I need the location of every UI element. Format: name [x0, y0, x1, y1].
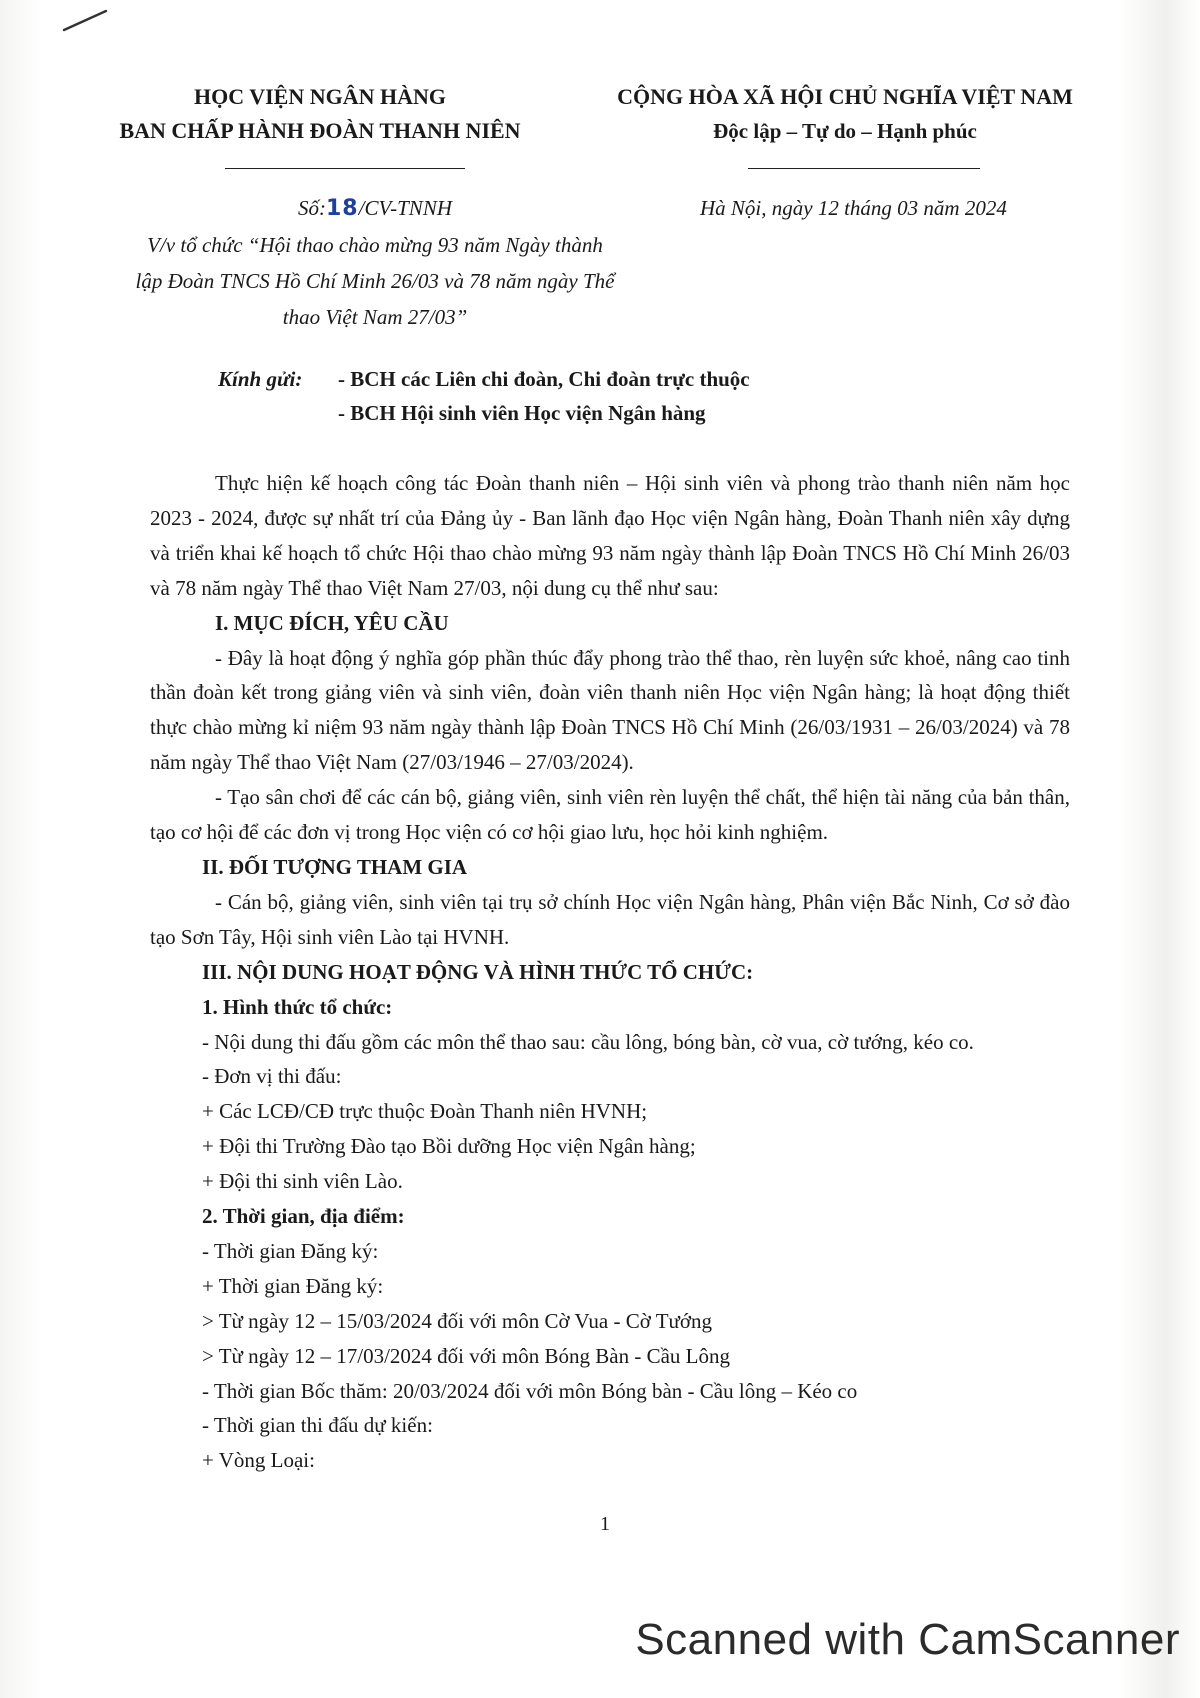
subject-line-1: V/v tổ chức “Hội thao chào mừng 93 năm Ngày thành — [147, 233, 603, 257]
section-1-heading: I. MỤC ĐÍCH, YÊU CẦU — [215, 610, 449, 635]
national-motto: Độc lập – Tự do – Hạnh phúc — [713, 119, 977, 143]
list-item: - Đơn vị thi đấu: — [202, 1064, 342, 1089]
recipients-label: Kính gửi: — [218, 367, 303, 391]
recipient-row — [218, 362, 1018, 396]
section-2-heading: II. ĐỐI TƯỢNG THAM GIA — [202, 854, 468, 879]
list-item: > Từ ngày 12 – 15/03/2024 đối với môn Cờ Vua - Cờ Tướng — [202, 1308, 713, 1333]
handwritten-number: 18 — [326, 196, 359, 221]
recipient-row — [218, 396, 1018, 430]
number-prefix: Số: — [298, 196, 326, 220]
motto-underline — [748, 168, 980, 169]
section-1-paragraph-2: - Tạo sân chơi để các cán bộ, giảng viên, sinh viên rèn luyện thể chất, thể hiện tài năng của bản thân, tạo cơ hội để các đơn vị trong Học viện có cơ hội giao lưu, học hỏi kinh nghiệm. — [150, 785, 1070, 845]
document-reference — [85, 190, 665, 335]
recipient-item: - BCH các Liên chi đoàn, Chi đoàn trực thuộc — [338, 367, 750, 391]
list-item: - Nội dung thi đấu gồm các môn thể thao sau: cầu lông, bóng bàn, cờ vua, cờ tướng, kéo co. — [202, 1029, 974, 1054]
document-body — [150, 466, 1070, 1478]
national-title: CỘNG HÒA XÃ HỘI CHỦ NGHĨA VIỆT NAM — [617, 84, 1073, 109]
scanner-watermark: Scanned with CamScanner — [635, 1615, 1180, 1664]
recipients-block — [218, 362, 1018, 430]
list-item: - Thời gian thi đấu dự kiến: — [202, 1413, 433, 1438]
document-date: Hà Nội, ngày 12 tháng 03 năm 2024 — [700, 196, 1007, 220]
issuer-underline — [225, 168, 465, 169]
list-item: + Vòng Loại: — [202, 1448, 315, 1473]
national-header — [600, 80, 1090, 148]
list-item: + Đội thi sinh viên Lào. — [202, 1169, 403, 1194]
list-item: > Từ ngày 12 – 17/03/2024 đối với môn Bóng Bàn - Cầu Lông — [202, 1343, 731, 1368]
list-item: - Thời gian Đăng ký: — [202, 1238, 379, 1263]
subsection-1-heading: 1. Hình thức tổ chức: — [202, 994, 393, 1019]
subsection-2-heading: 2. Thời gian, địa điểm: — [202, 1204, 405, 1229]
list-item: - Thời gian Bốc thăm: 20/03/2024 đối với môn Bóng bàn - Cầu lông – Kéo co — [202, 1378, 858, 1403]
document-number — [85, 190, 665, 227]
section-3-heading: III. NỘI DUNG HOẠT ĐỘNG VÀ HÌNH THỨC TỔ CHỨC: — [202, 959, 754, 984]
list-item: + Thời gian Đăng ký: — [202, 1273, 384, 1298]
issuer-unit-name: BAN CHẤP HÀNH ĐOÀN THANH NIÊN — [119, 118, 521, 143]
issuer-header — [110, 80, 530, 148]
recipient-item: - BCH Hội sinh viên Học viện Ngân hàng — [338, 401, 706, 425]
section-2-paragraph: - Cán bộ, giảng viên, sinh viên tại trụ sở chính Học viện Ngân hàng, Phân viện Bắc Ninh, Cơ sở đào tạo Sơn Tây, Hội sinh viên Lào tại HVNH. — [150, 889, 1070, 949]
section-1-paragraph-1: - Đây là hoạt động ý nghĩa góp phần thúc đẩy phong trào thể thao, rèn luyện sức khoẻ, nâng cao tinh thần đoàn kết trong giảng viên và sinh viên, đoàn viên thanh niên Học viện Ngân hàng; là hoạt động thiết thực chào mừng kỉ niệm 93 năm ngày thành lập Đoàn TNCS Hồ Chí Minh (26/03/1931 – 26/03/2024) và 78 năm ngày Thể thao Việt Nam (27/03/1946 – 27/03/2024). — [150, 645, 1070, 775]
pen-stroke-mark — [62, 8, 108, 32]
issuer-org-name: HỌC VIỆN NGÂN HÀNG — [193, 84, 446, 109]
subject-line-2: lập Đoàn TNCS Hồ Chí Minh 26/03 và 78 năm ngày Thể — [135, 269, 615, 293]
number-suffix: /CV-TNNH — [358, 196, 452, 220]
list-item: + Các LCĐ/CĐ trực thuộc Đoàn Thanh niên HVNH; — [202, 1099, 648, 1124]
subject-line-3: thao Việt Nam 27/03” — [282, 305, 468, 329]
page-number: 1 — [600, 1513, 610, 1535]
intro-paragraph: Thực hiện kế hoạch công tác Đoàn thanh niên – Hội sinh viên và phong trào thanh niên năm học 2023 - 2024, được sự nhất trí của Đảng ủy - Ban lãnh đạo Học viện Ngân hàng, Đoàn Thanh niên xây dựng và triển khai kế hoạch tổ chức Hội thao chào mừng 93 năm ngày thành lập Đoàn TNCS Hồ Chí Minh 26/03 và 78 năm ngày Thể thao Việt Nam 27/03, nội dung cụ thể như sau: — [150, 471, 1070, 600]
list-item: + Đội thi Trường Đào tạo Bồi dưỡng Học viện Ngân hàng; — [202, 1134, 696, 1159]
